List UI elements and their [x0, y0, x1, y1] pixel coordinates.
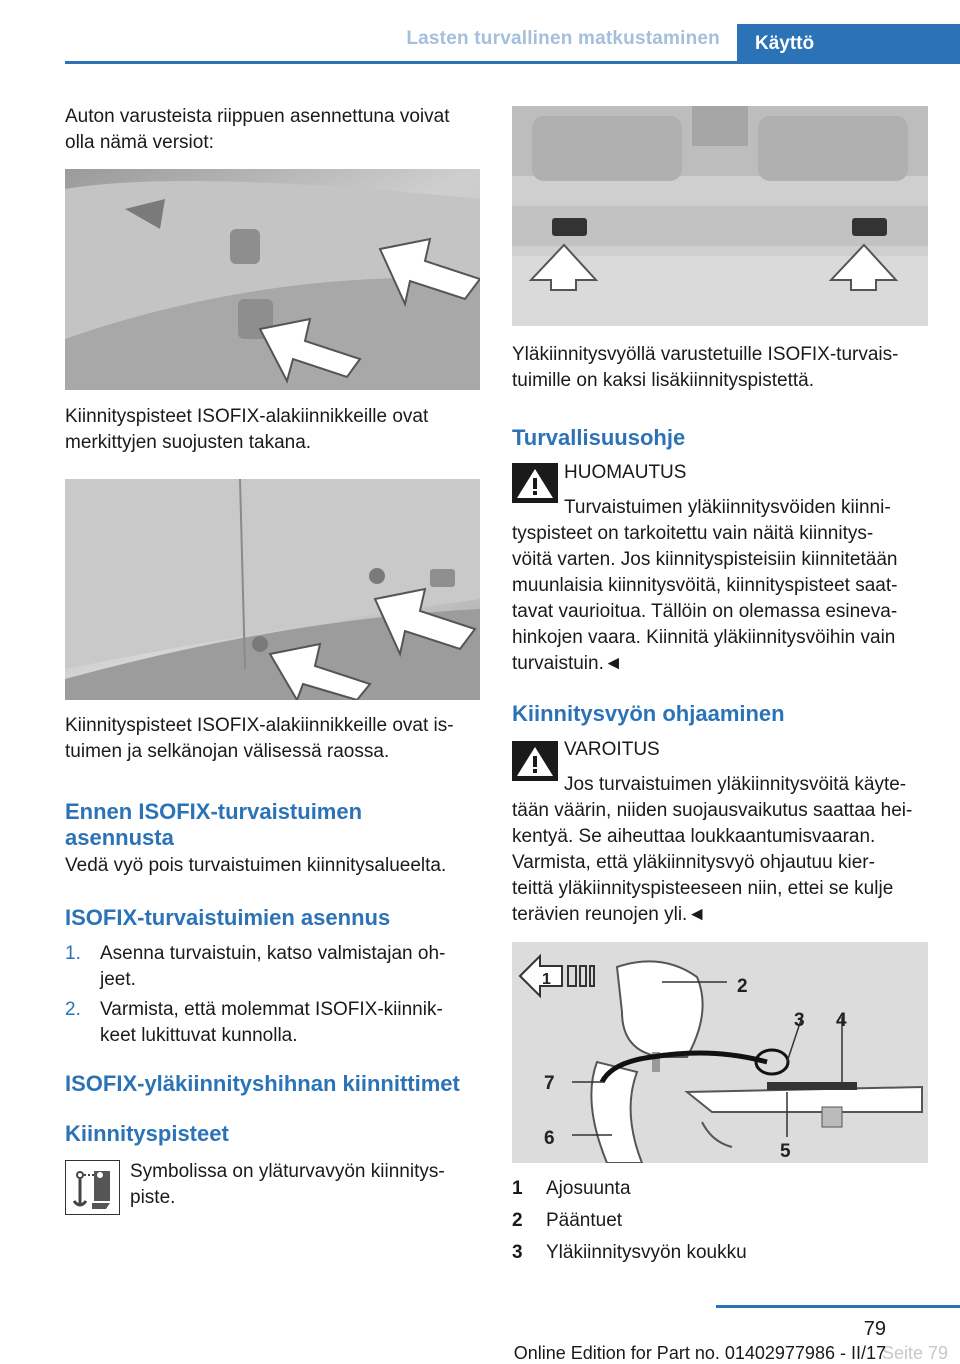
intro-text: Auton varusteista riippuen asennettuna voivat olla nämä versiot: — [65, 106, 450, 153]
tether-anchor-symbol-icon — [65, 1160, 120, 1215]
caption-gap: Kiinnityspisteet ISOFIX-alakiinnikkeille ovat is- tuimen ja selkänojan välisessä raossa. — [65, 715, 454, 762]
diagram-label-6: 6 — [544, 1128, 555, 1149]
legend-item: 3 Yläkiinnitysvyön koukku — [512, 1242, 747, 1263]
tether-diagram — [512, 942, 928, 1163]
heading-guide: Kiinnitysvyön ohjaaminen — [512, 701, 785, 726]
diagram-label-3: 3 — [794, 1010, 805, 1031]
photo-top-anchors — [512, 106, 928, 326]
page-number: 79 — [863, 1318, 886, 1340]
heading-top-tether: ISOFIX-yläkiinnityshihnan kiinnittimet — [65, 1071, 460, 1096]
step-1: 1. Asenna turvaistuin, katso valmistajan oh- jeet. — [65, 943, 446, 990]
step-2: 2. Varmista, että molemmat ISOFIX-kiinnik- keet lukittuvat kunnolla. — [65, 999, 443, 1046]
warning-body: Jos turvaistuimen yläkiinnitysvöitä käyte- tään väärin, niiden suojausvaikutus saattaa hei- kentyä. Se aiheuttaa loukkaantumisvaaran. Varmista, että yläkiinnitysvyö ohjautuu kier- teittä yläkiinnityspisteeseen niin, ettei se kulje terävien reunojen yli.◄ — [512, 774, 913, 925]
caption-covers: Kiinnityspisteet ISOFIX-alakiinnikkeille ovat merkittyjen suojusten takana. — [65, 406, 429, 453]
photo-isofix-gap — [65, 479, 480, 700]
diagram-label-5: 5 — [780, 1141, 791, 1162]
notice-body: Turvaistuimen yläkiinnitysvöiden kiinni- tyspisteet on tarkoitettu vain näitä kiinnitys- vöitä varten. Jos kiinnityspisteisiin kiinnitetään muunlaisia kiinnitysvöitä, kiinnityspisteet saat- tavat vaurioitua. Tällöin on olemassa esineva- hinkojen vaara. Kiinnitä yläkiinnitysvöihin vain turvaistuin.◄ — [512, 497, 898, 674]
legend-item: 2 Pääntuet — [512, 1210, 623, 1231]
before-text: Vedä vyö pois turvaistuimen kiinnitysalueelta. — [65, 855, 447, 876]
diagram-label-1: 1 — [542, 971, 551, 988]
heading-install: ISOFIX-turvaistuimien asennus — [65, 905, 391, 930]
step-number: 2. — [65, 999, 81, 1020]
warning-title: VAROITUS — [564, 739, 660, 760]
notice-title: HUOMAUTUS — [564, 462, 687, 483]
watermark: Seite 79 — [881, 1343, 948, 1363]
header-rule — [65, 61, 960, 64]
photo-isofix-covers — [65, 169, 480, 390]
footer-rule — [716, 1305, 960, 1308]
legend-item: 1 Ajosuunta — [512, 1178, 631, 1199]
diagram-label-2: 2 — [737, 976, 748, 997]
chapter-tab: Käyttö — [737, 24, 960, 64]
heading-safety: Turvallisuusohje — [512, 425, 686, 450]
edition-text: Online Edition for Part no. 01402977986 - II/17 — [513, 1343, 886, 1363]
caption-top-anchors: Yläkiinnitysvyöllä varustetuille ISOFIX-turvais- tuimille on kaksi lisäkiinnityspistettä. — [512, 344, 899, 391]
heading-before-install: Ennen ISOFIX-turvaistuimen asennusta — [65, 799, 363, 850]
step-number: 1. — [65, 943, 81, 964]
symbol-text: Symbolissa on yläturvavyön kiinnitys- piste. — [130, 1161, 445, 1208]
heading-points: Kiinnityspisteet — [65, 1121, 229, 1146]
diagram-label-7: 7 — [544, 1073, 555, 1094]
diagram-label-4: 4 — [836, 1010, 847, 1031]
section-label: Lasten turvallinen matkustaminen — [406, 28, 720, 49]
